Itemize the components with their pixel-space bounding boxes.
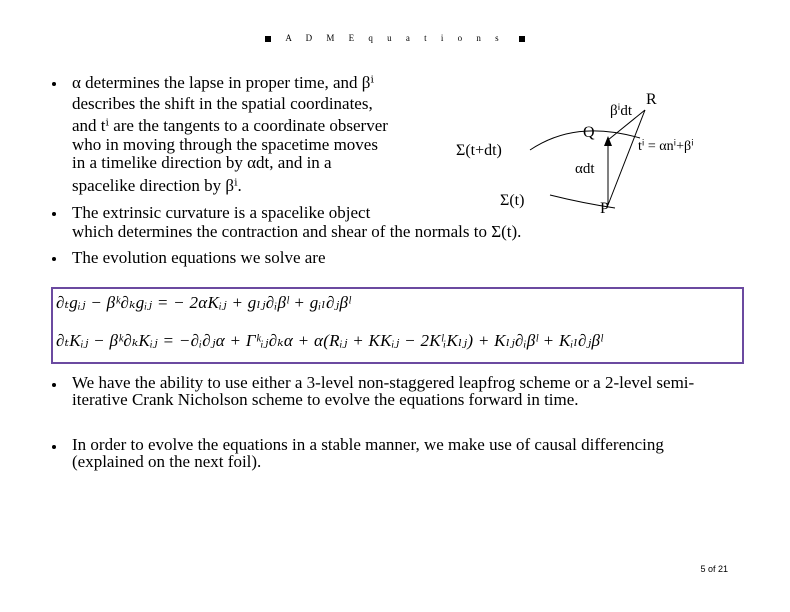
bullet-line: which determines the contraction and shear of the normals to Σ(t). [72,222,522,241]
spacetime-diagram [440,80,750,220]
curvature-evolution-equation: ∂ₜKᵢⱼ − βᵏ∂ₖKᵢⱼ = −∂ᵢ∂ⱼα + Γᵏᵢⱼ∂ₖα + α(Rᵢⱼ + KKᵢⱼ − 2KˡᵢKₗⱼ) + Kₗⱼ∂ᵢβˡ + Kᵢₗ∂ⱼβˡ [56,331,603,350]
bullet-line: α determines the lapse in proper time, and βⁱ [72,73,374,92]
bullet-text: We have the ability to use either a 3-level non-staggered leapfrog scheme or a 2-level semi-iterative Crank Nicholson scheme to evolve the equations forward in time. [72,373,695,409]
page-number: 5 of 21 [700,564,728,574]
label-alpha-dt: αdt [575,161,595,177]
metric-evolution-equation: ∂ₜgᵢⱼ − βᵏ∂ₖgᵢⱼ = − 2αKᵢⱼ + gₗⱼ∂ᵢβˡ + gᵢₗ∂ⱼβˡ [56,293,351,312]
bullet-line: The extrinsic curvature is a spacelike object [72,203,371,222]
bullet-line: describes the shift in the spatial coordinates, [72,94,373,113]
bullet-line: spacelike direction by βⁱ. [72,176,242,195]
label-R: R [646,91,657,108]
bullet-dot [52,82,56,86]
label-tangent: tⁱ = αnⁱ+βⁱ [638,139,694,154]
bullet-dot [52,257,56,261]
bullet-dot [52,445,56,449]
bullet-dot [52,383,56,387]
equations-box [51,287,744,364]
header-square-right [519,36,525,42]
bullet-text: In order to evolve the equations in a stable manner, we make use of causal differencing (explained on the next foil). [72,435,664,471]
label-Q: Q [583,124,595,141]
slide-header [0,33,790,43]
tangent-vector-line [608,110,645,205]
label-sigma-t: Σ(t) [500,192,525,209]
slide-title: A D M E q u a t i o n s [285,33,505,43]
bullet-line: The evolution equations we solve are [72,248,326,267]
label-beta-dt: βⁱdt [610,103,632,119]
bullet-line: who in moving through the spacetime moves [72,135,378,154]
label-P: P [600,200,609,217]
bullet-line: in a timelike direction by αdt, and in a [72,153,332,172]
bullet-line: and tⁱ are the tangents to a coordinate observer [72,116,388,135]
header-square-left [265,36,271,42]
bullet-dot [52,212,56,216]
label-sigma-t-plus-dt: Σ(t+dt) [456,142,502,159]
